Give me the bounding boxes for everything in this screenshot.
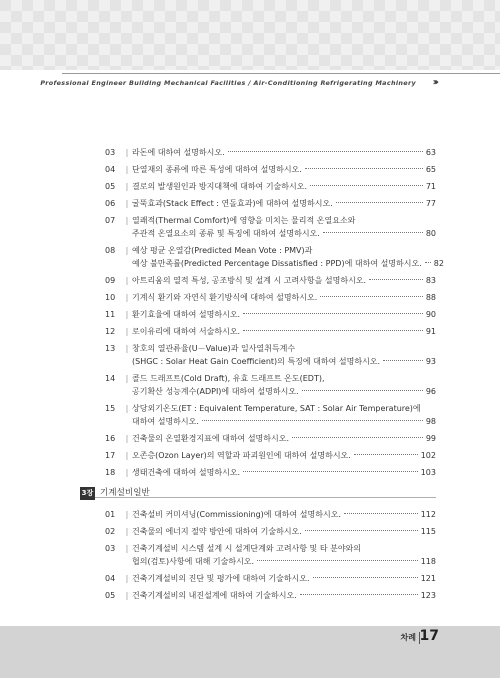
toc-entry [105, 308, 436, 321]
separator: | [125, 216, 129, 225]
entry-number: 01 [105, 510, 116, 519]
dot-leader [323, 232, 423, 233]
dot-leader [305, 168, 423, 169]
toc-entry [105, 180, 436, 193]
entry-title: 굴뚝효과(Stack Effect : 연돌효과)에 대하여 설명하시오. [132, 199, 333, 208]
entry-number: 10 [105, 293, 116, 302]
entry-page: 65 [425, 165, 436, 174]
toc-entry [105, 214, 436, 240]
entry-title: 생태건축에 대하여 설명하시오. [132, 468, 241, 477]
separator: | [125, 527, 129, 536]
entry-title: 건축기계설비 시스템 설계 시 설계단계와 고려사항 및 타 분야와의 [132, 544, 361, 553]
separator: | [125, 199, 129, 208]
dot-leader [354, 454, 418, 455]
dot-leader [228, 151, 423, 152]
chevron-right-icon: ››› [432, 77, 436, 88]
entry-number: 03 [105, 148, 116, 157]
separator: | [125, 246, 129, 255]
entry-page: 80 [425, 229, 436, 238]
entry-title: 열쾌적(Thermal Comfort)에 영향을 미치는 물리적 온열요소와 [132, 216, 356, 225]
entry-title: 예상 불만족률(Predicted Percentage Dissatisfied : PPD)에 대하여 설명하시오. [132, 259, 422, 268]
entry-number: 08 [105, 246, 116, 255]
dot-leader [292, 437, 423, 438]
toc-entry [105, 572, 436, 585]
entry-number: 11 [105, 310, 116, 319]
toc-entry [105, 163, 436, 176]
entry-number: 05 [105, 591, 116, 600]
dot-leader [243, 471, 418, 472]
page-number: 17 [419, 628, 439, 644]
entry-title: 콜드 드래프트(Cold Draft), 유효 드래프트 온도(EDT), [132, 374, 325, 383]
footer-label: 차례 [400, 633, 416, 642]
header-rule [62, 73, 500, 74]
dot-leader [305, 530, 418, 531]
separator: | [125, 165, 129, 174]
dot-leader [257, 560, 418, 561]
entry-page: 90 [425, 310, 436, 319]
toc-entry [105, 342, 436, 368]
entry-number: 18 [105, 468, 116, 477]
entry-number: 13 [105, 344, 116, 353]
entry-title: 결로의 발생원인과 방지대책에 대하여 기술하시오. [132, 182, 308, 191]
entry-number: 15 [105, 404, 116, 413]
entry-number: 09 [105, 276, 116, 285]
entry-title: 오존층(Ozon Layer)의 역할과 파괴원인에 대하여 설명하시오. [132, 451, 351, 460]
separator: | [125, 434, 129, 443]
entry-page: 83 [425, 276, 436, 285]
entry-page: 77 [425, 199, 436, 208]
dot-leader [310, 185, 423, 186]
toc-entry [105, 525, 436, 538]
dot-leader [336, 202, 423, 203]
toc-entry [105, 325, 436, 338]
entry-number: 04 [105, 574, 116, 583]
separator: | [125, 327, 129, 336]
entry-number: 16 [105, 434, 116, 443]
entry-title: 공기확산 성능계수(ADPI)에 대하여 설명하시오. [132, 387, 299, 396]
toc-entry [105, 432, 436, 445]
chapter-badge: 3장 [80, 487, 95, 500]
entry-page: 121 [420, 574, 436, 583]
entry-title: 협의(검토)사항에 대해 기술하시오. [132, 557, 255, 566]
entry-title: 건축물의 온열환경지표에 대하여 설명하시오. [132, 434, 290, 443]
dot-leader [383, 360, 423, 361]
entry-number: 04 [105, 165, 116, 174]
dot-leader [344, 513, 418, 514]
separator: | [125, 544, 129, 553]
entry-page: 102 [420, 451, 436, 460]
entry-title: 아트리움의 열적 특성, 공조방식 및 설계 시 고려사항을 설명하시오. [132, 276, 367, 285]
entry-title: 환기효율에 대하여 설명하시오. [132, 310, 241, 319]
entry-number: 14 [105, 374, 116, 383]
separator: | [125, 591, 129, 600]
entry-page: 118 [420, 557, 436, 566]
entry-page: 93 [425, 357, 436, 366]
toc-entry [105, 291, 436, 304]
entry-number: 03 [105, 544, 116, 553]
entry-title: 대하여 설명하시오. [132, 417, 199, 426]
entry-page: 123 [420, 591, 436, 600]
toc-entry [105, 449, 436, 462]
entry-title: 기계식 환기와 자연식 환기방식에 대하여 설명하시오. [132, 293, 318, 302]
entry-number: 12 [105, 327, 116, 336]
toc-entry [105, 274, 436, 287]
entry-title: 단열재의 종류에 따른 특성에 대하여 설명하시오. [132, 165, 302, 174]
toc-entry [105, 146, 436, 159]
dot-leader [369, 279, 423, 280]
entry-page: 82 [433, 259, 444, 268]
entry-title: 로이유리에 대하여 서술하시오. [132, 327, 241, 336]
chapter-title: 기계설비일반 [100, 488, 150, 498]
entry-title: (SHGC : Solar Heat Gain Coefficient)의 특징에 대하여 설명하시오. [132, 357, 381, 366]
entry-number: 17 [105, 451, 116, 460]
toc-entry [105, 244, 444, 270]
dot-leader [202, 420, 423, 421]
toc-entry [105, 402, 436, 428]
entry-page: 115 [420, 527, 436, 536]
separator: | [125, 293, 129, 302]
separator: | [125, 374, 129, 383]
entry-page: 112 [420, 510, 436, 519]
entry-title: 건축물의 에너지 절약 방안에 대하여 기술하시오. [132, 527, 302, 536]
dot-leader [243, 330, 423, 331]
entry-title: 건축설비 커미셔닝(Commissioning)에 대하여 설명하시오. [132, 510, 341, 519]
entry-title: 상당외기온도(ET : Equivalent Temperature, SAT : Solar Air Temperature)에 [132, 404, 421, 413]
entry-number: 06 [105, 199, 116, 208]
toc-entry [105, 466, 436, 479]
entry-number: 05 [105, 182, 116, 191]
entry-page: 88 [425, 293, 436, 302]
separator: | [125, 451, 129, 460]
header-pattern-band [0, 0, 500, 70]
entry-title: 주관적 온열요소의 종류 및 특징에 대하여 설명하시오. [132, 229, 320, 238]
dot-leader [243, 313, 423, 314]
entry-title: 건축기계설비의 내진설계에 대하여 기술하시오. [132, 591, 297, 600]
separator: | [125, 510, 129, 519]
separator: | [125, 182, 129, 191]
dot-leader [320, 296, 423, 297]
entry-page: 63 [425, 148, 436, 157]
entry-title: 창호의 열관류율(U－Value)과 일사열취득계수 [132, 344, 296, 353]
toc-entry [105, 542, 436, 568]
separator: | [125, 310, 129, 319]
dot-leader [300, 594, 418, 595]
entry-page: 98 [425, 417, 436, 426]
separator: | [125, 404, 129, 413]
dot-leader [425, 262, 431, 263]
entry-title: 예상 평균 온열감(Predicted Mean Vote : PMV)과 [132, 246, 313, 255]
running-header: Professional Engineer Building Mechanical Facilities / Air-Conditioning Refrigerating Machinery [40, 79, 416, 87]
toc-entry [105, 372, 436, 398]
entry-page: 91 [425, 327, 436, 336]
toc-entry [105, 508, 436, 521]
separator: | [125, 344, 129, 353]
entry-page: 71 [425, 182, 436, 191]
entry-number: 07 [105, 216, 116, 225]
toc-entry [105, 589, 436, 602]
entry-title: 라돈에 대하여 설명하시오. [132, 148, 225, 157]
separator: | [125, 468, 129, 477]
dot-leader [302, 390, 423, 391]
separator: | [125, 148, 129, 157]
separator: | [125, 574, 129, 583]
toc-entry [105, 197, 436, 210]
entry-title: 건축기계설비의 진단 및 평가에 대하여 기술하시오. [132, 574, 310, 583]
entry-number: 02 [105, 527, 116, 536]
entry-page: 96 [425, 387, 436, 396]
dot-leader [313, 577, 418, 578]
separator: | [125, 276, 129, 285]
entry-page: 103 [420, 468, 436, 477]
entry-page: 99 [425, 434, 436, 443]
